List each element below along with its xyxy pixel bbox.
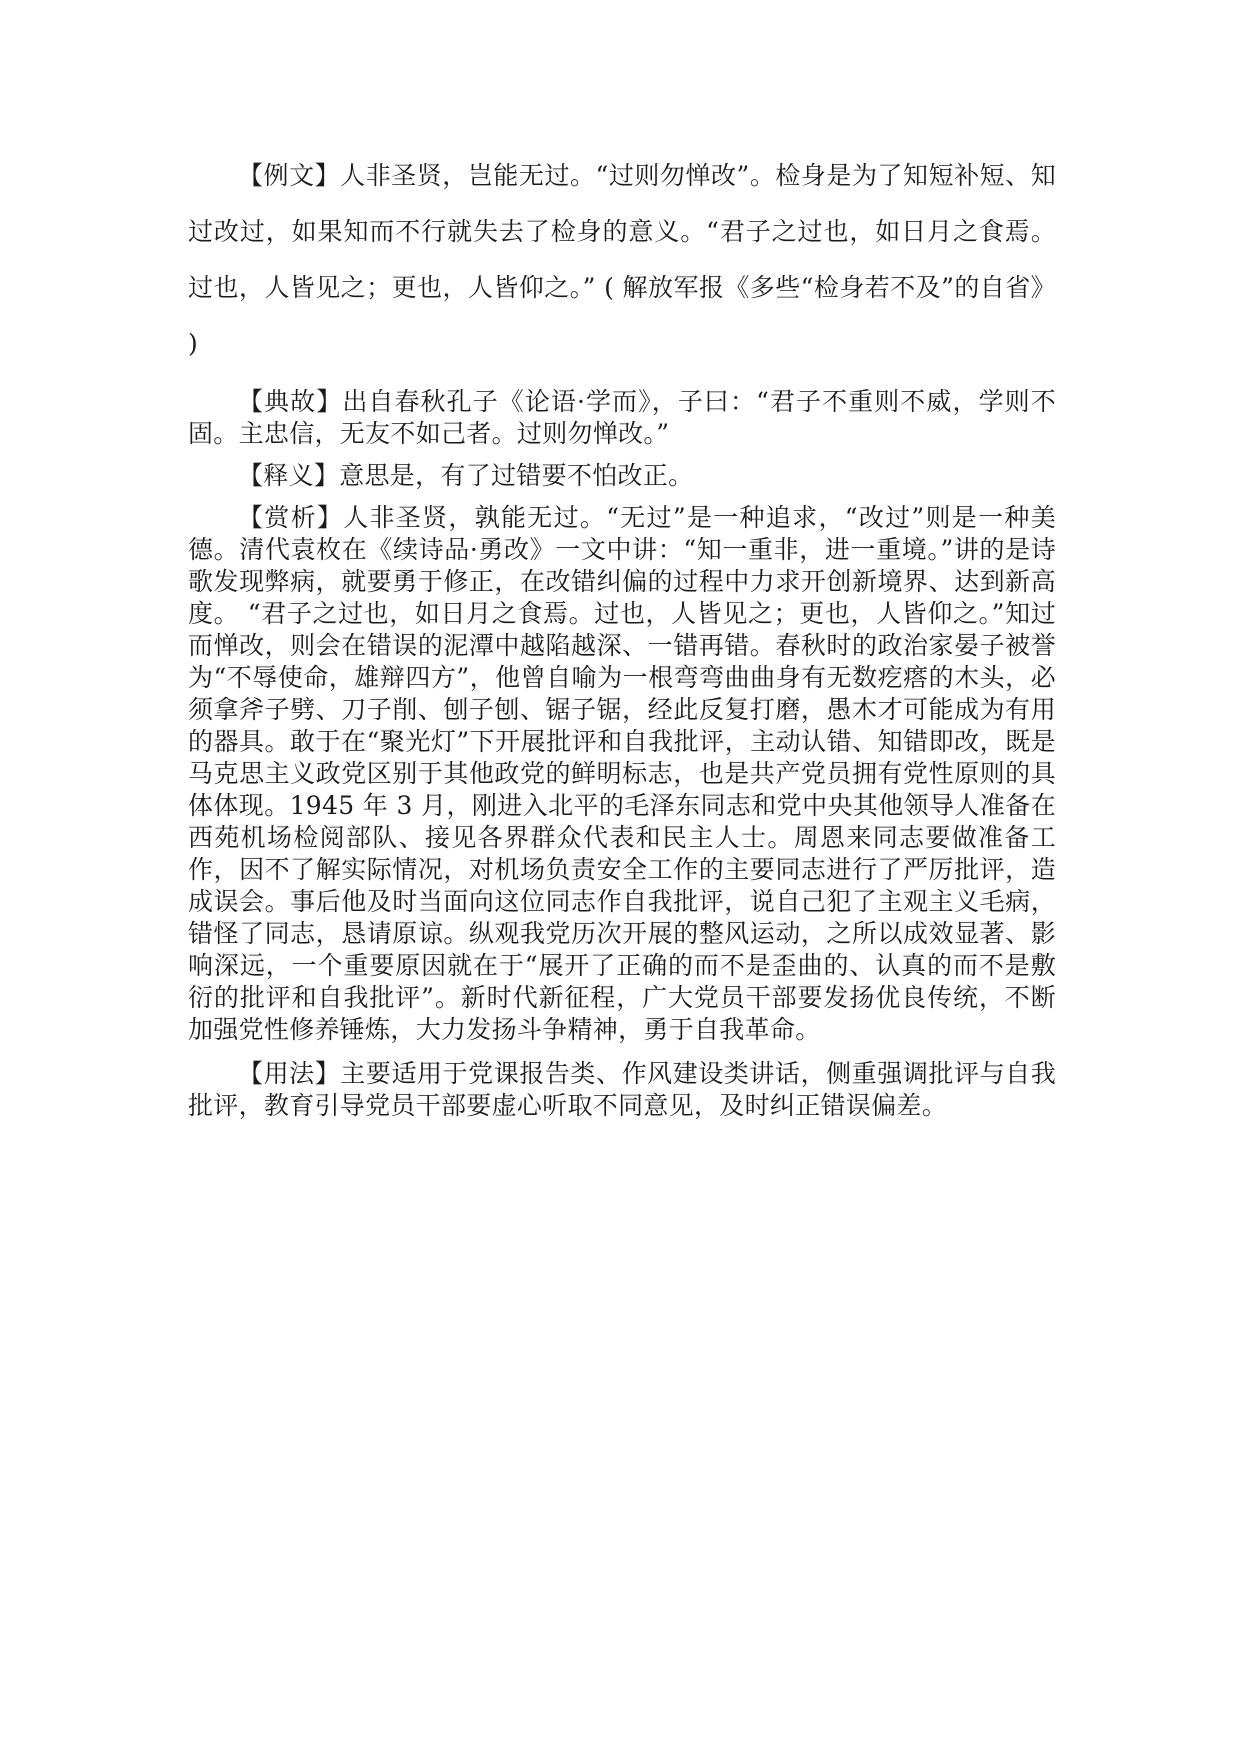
example-paragraph — [188, 148, 1056, 372]
meaning-heading: 【释义】 — [238, 461, 340, 490]
appreciation-paragraph — [188, 502, 1056, 1046]
meaning-paragraph — [188, 460, 1056, 492]
usage-heading: 【用法】 — [238, 1059, 341, 1088]
appreciation-heading: 【赏析】 — [238, 503, 344, 532]
usage-paragraph — [188, 1058, 1056, 1122]
example-heading: 【例文】 — [238, 161, 341, 190]
origin-text: 出自春秋孔子《论语·学而》，子曰：“君子不重则不威，学则不固。主忠信，无友不如己者。过则勿惮改。” — [188, 387, 1056, 448]
origin-paragraph — [188, 386, 1056, 450]
document-page — [188, 160, 1056, 1122]
meaning-text: 意思是，有了过错要不怕改正。 — [339, 461, 694, 490]
appreciation-text: 人非圣贤，孰能无过。“无过”是一种追求，“改过”则是一种美德。清代袁枚在《续诗品·勇改》一文中讲：“知一重非，进一重境。”讲的是诗歌发现弊病，就要勇于修正，在改错纠偏的过程中力求开创新境界、达到新高度。 “君子之过也，如日月之食焉。过也，人皆见之；更也，人皆仰之。”知过而惮改，则会在错误的泥潭中越陷越深、一错再错。春秋时的政治家晏子被誉为“不辱使命，雄辩四方”，他曾自喻为一根弯弯曲曲身有无数疙瘩的木头，必须拿斧子劈、刀子削、刨子刨、锯子锯，经此反复打磨，愚木才可能成为有用的器具。敢于在“聚光灯”下开展批评和自我批评，主动认错、知错即改，既是马克思主义政党区别于其他政党的鲜明标志，也是共产党员拥有党性原则的具体体现。1945 年 3 月，刚进入北平的毛泽东同志和党中央其他领导人准备在西苑机场检阅部队、接见各界群众代表和民主人士。周恩来同志要做准备工作，因不了解实际情况，对机场负责安全工作的主要同志进行了严厉批评，造成误会。事后他及时当面向这位同志作自我批评，说自己犯了主观主义毛病，错怪了同志，恳请原谅。纵观我党历次开展的整风运动，之所以成效显著、影响深远，一个重要原因就在于“展开了正确的而不是歪曲的、认真的而不是敷衍的批评和自我批评”。新时代新征程，广大党员干部要发扬优良传统，不断加强党性修养锤炼，大力发扬斗争精神，勇于自我革命。 — [188, 503, 1057, 1044]
origin-heading: 【典故】 — [238, 387, 343, 416]
example-text: 人非圣贤，岂能无过。“过则勿惮改”。检身是为了知短补短、知过改过，如果知而不行就失去了检身的意义。“君子之过也，如日月之食焉。过也，人皆见之；更也，人皆仰之。” ( 解放军报《多些“检身若不及”的自省》 ) — [188, 161, 1057, 358]
usage-text: 主要适用于党课报告类、作风建设类讲话，侧重强调批评与自我批评，教育引导党员干部要虚心听取不同意见，及时纠正错误偏差。 — [188, 1059, 1057, 1120]
